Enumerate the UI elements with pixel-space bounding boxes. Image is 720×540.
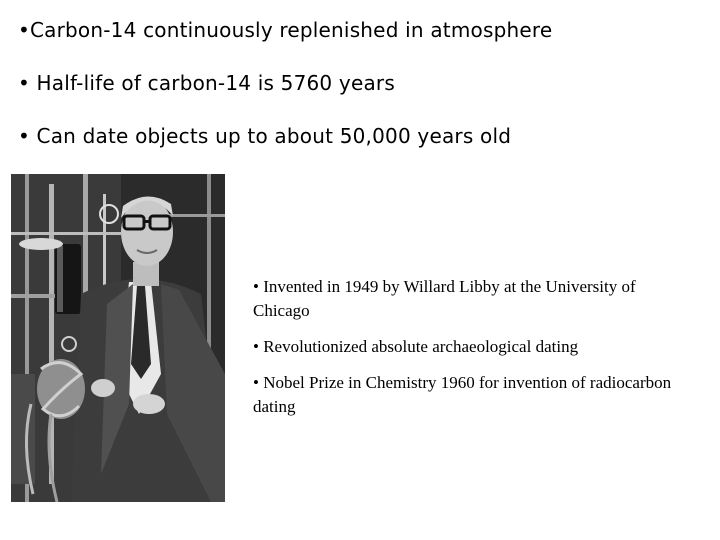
bullet-revolutionized: • Revolutionized absolute archaeological dating [253,337,579,356]
bullet-half-life: • Half-life of carbon-14 is 5760 years [18,71,395,95]
bullet-carbon-replenished: •Carbon-14 continuously replenished in atmosphere [18,18,553,42]
bullet-nobel-prize: • Nobel Prize in Chemistry 1960 for invention of radiocarbon dating [253,373,672,416]
bullet-invented: • Invented in 1949 by Willard Libby at the University of Chicago [253,277,636,320]
libby-facts [253,275,673,431]
bullet-dating-range: • Can date objects up to about 50,000 years old [18,124,512,148]
photo-willard-libby [11,174,225,502]
